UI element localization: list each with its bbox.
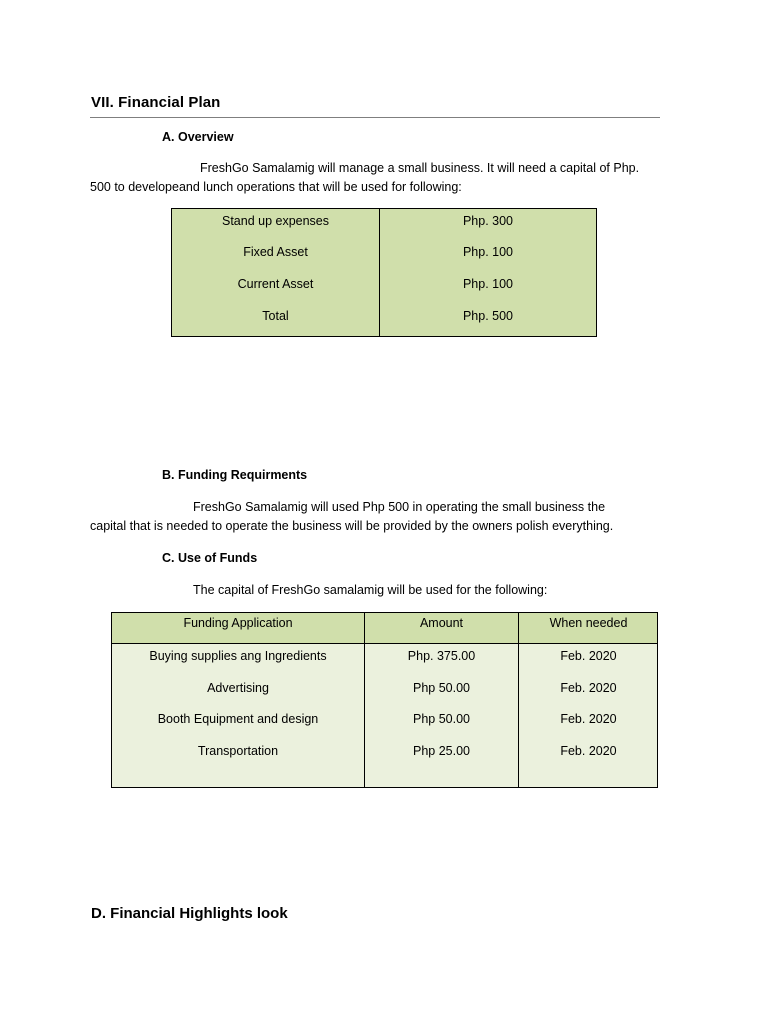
funds-cell: Transportation xyxy=(197,744,279,758)
overview-value: Php. 300 xyxy=(462,214,514,228)
overview-paragraph-line: FreshGo Samalamig will manage a small business. It will need a capital of Php. xyxy=(200,161,640,175)
funding-paragraph-line: FreshGo Samalamig will used Php 500 in operating the small business the xyxy=(193,500,606,514)
overview-heading: A. Overview xyxy=(162,130,234,144)
use-of-funds-heading: C. Use of Funds xyxy=(162,551,258,565)
funds-cell: Php 50.00 xyxy=(413,712,470,726)
column-header: Amount xyxy=(419,616,464,630)
overview-paragraph xyxy=(90,159,639,197)
funds-cell: Php. 375.00 xyxy=(407,649,476,663)
funds-cell: Feb. 2020 xyxy=(560,649,617,663)
table-row xyxy=(172,209,596,233)
table-row xyxy=(172,304,596,328)
overview-paragraph-line: 500 to developeand lunch operations that will be used for following: xyxy=(90,180,462,194)
funds-cell: Feb. 2020 xyxy=(560,744,617,758)
overview-label: Total xyxy=(262,309,289,323)
overview-label: Current Asset xyxy=(237,277,314,291)
funds-cell: Php 50.00 xyxy=(413,681,470,695)
funds-cell: Feb. 2020 xyxy=(560,681,617,695)
column-header: Funding Application xyxy=(183,616,293,630)
funds-table-divider xyxy=(518,613,519,787)
funds-cell: Booth Equipment and design xyxy=(157,712,319,726)
funding-paragraph-line: capital that is needed to operate the business will be provided by the owners polish everything. xyxy=(90,519,614,533)
funds-table-divider xyxy=(364,613,365,787)
funds-cell: Buying supplies ang Ingredients xyxy=(149,649,327,663)
overview-value: Php. 100 xyxy=(462,245,514,259)
funds-cell: Php 25.00 xyxy=(413,744,470,758)
highlights-heading: D. Financial Highlights look xyxy=(91,905,288,922)
overview-label: Fixed Asset xyxy=(243,245,308,259)
funds-table xyxy=(111,612,658,788)
overview-label: Stand up expenses xyxy=(221,214,330,228)
overview-table xyxy=(171,208,597,337)
overview-value: Php. 100 xyxy=(462,277,514,291)
funds-cell: Advertising xyxy=(207,681,269,695)
funds-cell: Feb. 2020 xyxy=(560,712,617,726)
section-title: VII. Financial Plan xyxy=(91,94,221,111)
funding-heading: B. Funding Requirments xyxy=(162,468,308,482)
funding-paragraph xyxy=(90,498,613,536)
title-divider xyxy=(90,117,660,118)
overview-value: Php. 500 xyxy=(462,309,514,323)
table-row xyxy=(172,240,596,264)
table-row xyxy=(172,272,596,296)
column-header: When needed xyxy=(549,616,628,630)
use-of-funds-intro: The capital of FreshGo samalamig will be used for the following: xyxy=(193,583,548,597)
